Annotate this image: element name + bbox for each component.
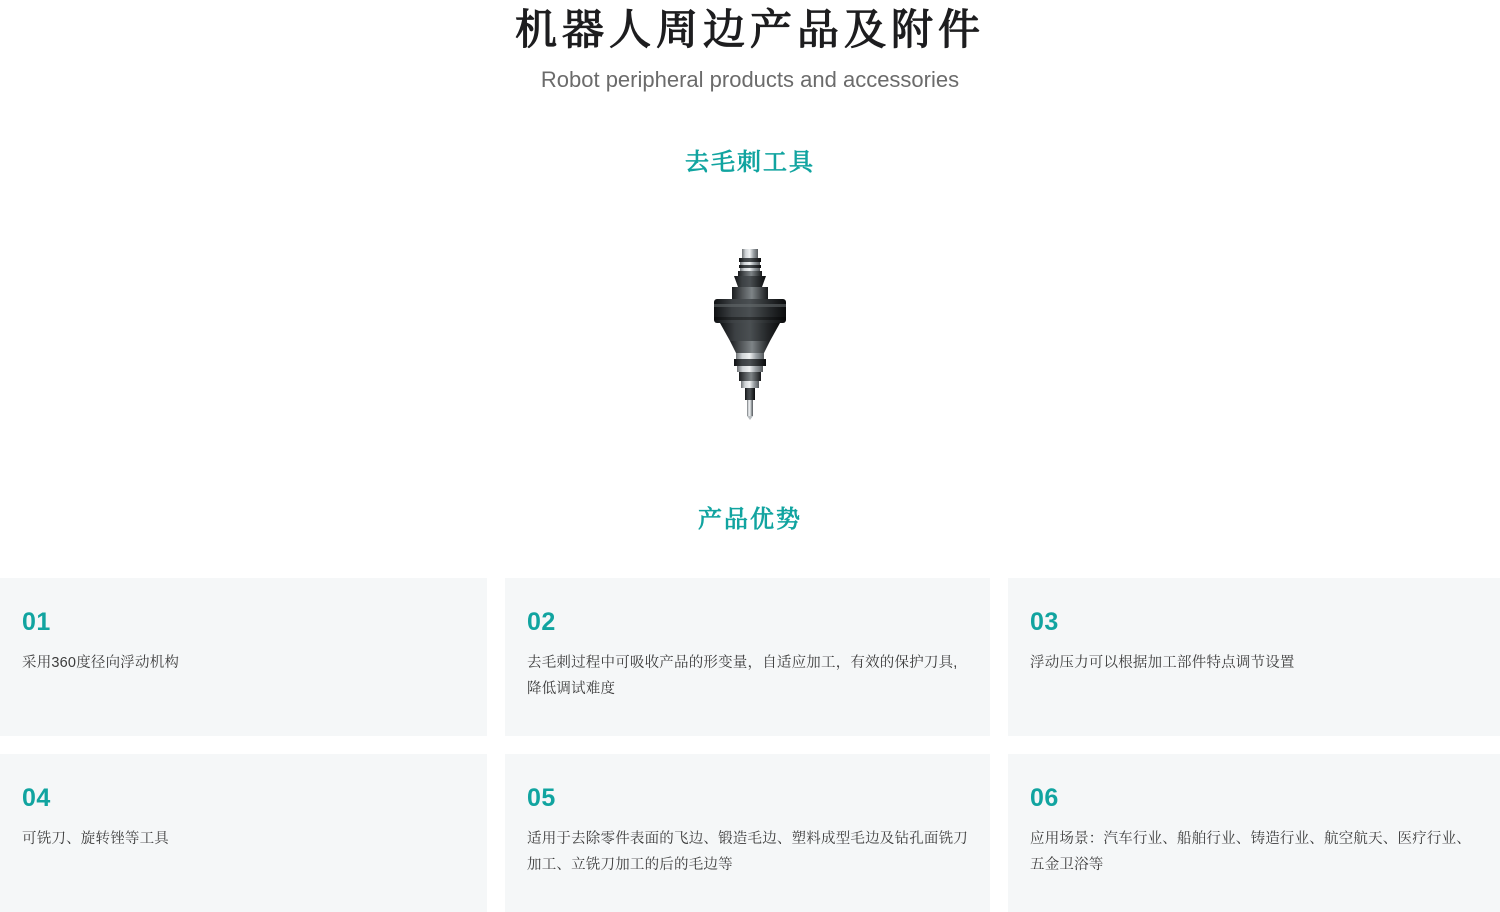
advantage-card — [0, 754, 487, 912]
product-image — [0, 237, 1500, 427]
page-title: 机器人周边产品及附件 — [514, 6, 985, 53]
advantage-text: 应用场景：汽车行业、船舶行业、铸造行业、航空航天、医疗行业、五金卫浴等 — [1030, 831, 1471, 873]
advantage-card — [1008, 578, 1500, 736]
advantage-text: 可铣刀、旋转锉等工具 — [22, 831, 169, 847]
advantage-card — [0, 578, 487, 736]
advantage-text: 浮动压力可以根据加工部件特点调节设置 — [1030, 655, 1295, 671]
advantage-number: 02 — [527, 608, 556, 636]
section-heading-advantage: 产品优势 — [698, 506, 802, 533]
advantage-number: 03 — [1030, 608, 1059, 636]
advantage-card — [1008, 754, 1500, 912]
advantages-grid — [0, 578, 1500, 912]
advantage-text: 去毛刺过程中可吸收产品的形变量，自适应加工，有效的保护刀具,降低调试难度 — [527, 655, 958, 697]
advantage-number: 05 — [527, 784, 556, 812]
advantage-number: 01 — [22, 608, 51, 636]
advantage-card — [505, 578, 990, 736]
page-header — [0, 0, 1500, 96]
advantage-card — [505, 754, 990, 912]
page-subtitle: Robot peripheral products and accessories — [540, 67, 960, 92]
deburring-tool-icon — [690, 245, 810, 420]
advantage-number: 06 — [1030, 784, 1059, 812]
advantage-number: 04 — [22, 784, 51, 812]
advantage-text: 适用于去除零件表面的飞边、锻造毛边、塑料成型毛边及钻孔面铣刀加工、立铣刀加工的后的毛边等 — [527, 831, 968, 873]
section-heading-tool: 去毛刺工具 — [685, 149, 815, 176]
advantage-text: 采用360度径向浮动机构 — [22, 655, 180, 671]
